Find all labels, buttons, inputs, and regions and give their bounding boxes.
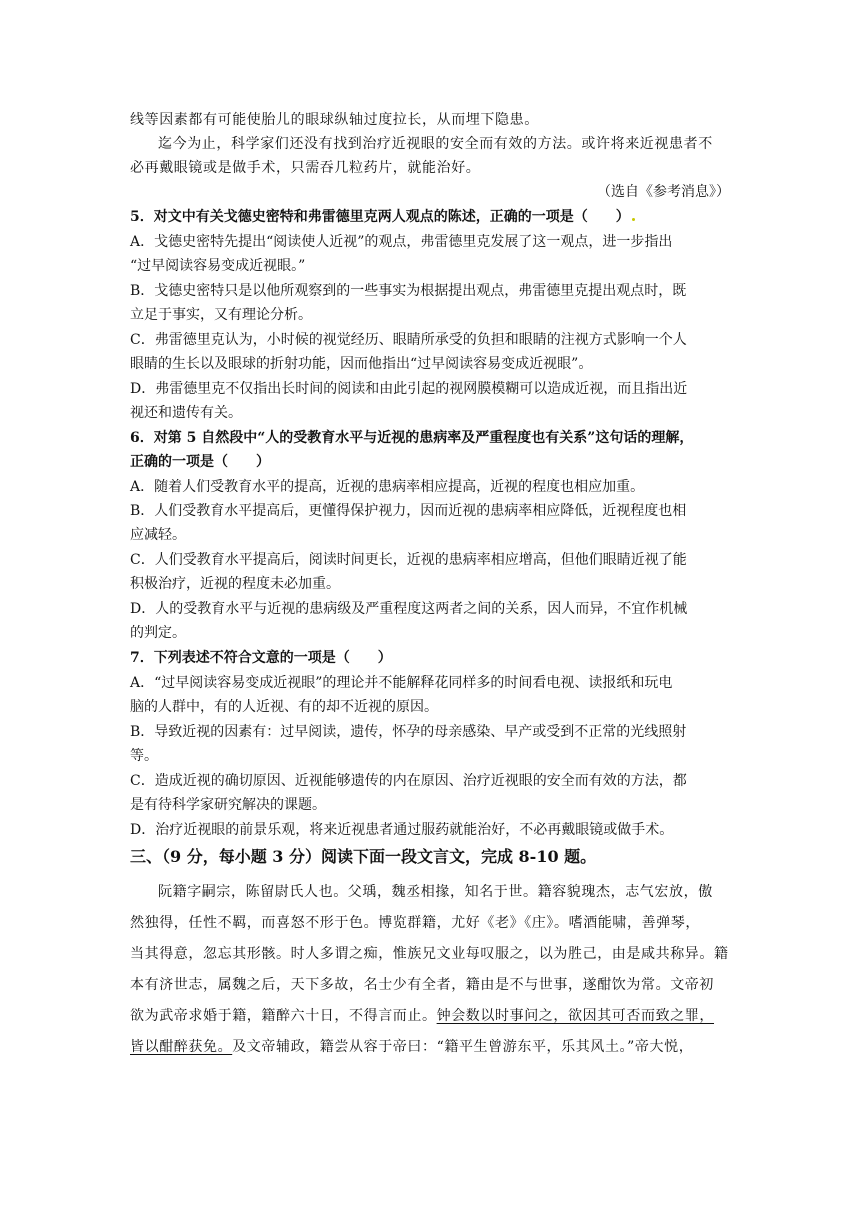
- underlined-sentence: 钟会数以时事问之，欲因其可否而致之罪，: [436, 1008, 715, 1024]
- q5-option-d-cont: 视还和遗传有关。: [130, 405, 242, 421]
- section-3-heading: 三、（9 分，每小题 3 分）阅读下面一段文言文，完成 8-10 题。: [130, 847, 597, 866]
- q6-option-b-cont: 应减轻。: [130, 527, 186, 543]
- question-5-stem: 5．对文中有关戈德史密特和弗雷德里克两人观点的陈述，正确的一项是（ ）: [130, 205, 730, 229]
- q7-option-a: A．“过早阅读容易变成近视眼”的理论并不能解释花同样多的时间看电视、读报纸和玩电: [130, 675, 673, 691]
- q7-option-b-cont: 等。: [130, 748, 158, 764]
- q7-option-c: C．造成近视的确切原因、近视能够遗传的内在原因、治疗近视眼的安全而有效的方法，都: [130, 773, 687, 789]
- q5-option-b-cont: 立足于事实，又有理论分析。: [130, 307, 312, 323]
- passage-line: 迄今为止，科学家们还没有找到治疗近视眼的安全而有效的方法。或许将来近视患者不: [158, 136, 713, 152]
- q7-option-b: B．导致近视的因素有：过早阅读，遗传，怀孕的母亲感染、早产或受到不正常的光线照射: [130, 724, 687, 740]
- q6-option-d: D．人的受教育水平与近视的患病级及严重程度这两者之间的关系，因人而异，不宜作机械: [130, 601, 688, 617]
- classical-line: 然独得，任性不羁，而喜怒不形于色。博览群籍，尤好《老》《庄》。嗜酒能啸，善弹琴，: [130, 915, 700, 931]
- q6-option-a: A．随着人们受教育水平的提高，近视的患病率相应提高，近视的程度也相应加重。: [130, 479, 645, 495]
- q6-option-c: C．人们受教育水平提高后，阅读时间更长，近视的患病率相应增高，但他们眼睛近视了能: [130, 552, 687, 568]
- passage-line: 必再戴眼镜或是做手术，只需吞几粒药片，就能治好。: [130, 160, 481, 176]
- q5-option-c: C．弗雷德里克认为，小时候的视觉经历、眼睛所承受的负担和眼睛的注视方式影响一个人: [130, 332, 687, 348]
- question-6-stem-cont: 正确的一项是（ ）: [130, 454, 270, 470]
- q5-option-c-cont: 眼睛的生长以及眼球的折射功能，因而他指出“过早阅读容易变成近视眼”。: [130, 356, 593, 372]
- classical-line: 欲为武帝求婚于籍，籍醉六十日，不得言而止。钟会数以时事问之，欲因其可否而致之罪，: [130, 1008, 715, 1024]
- q5-option-b: B．戈德史密特只是以他所观察到的一些事实为根据提出观点，弗雷德里克提出观点时，既: [130, 283, 687, 299]
- q6-option-d-cont: 的判定。: [130, 625, 186, 641]
- underlined-sentence-cont: 皆以酣醉获免。: [130, 1039, 233, 1055]
- q7-option-c-cont: 是有待科学家研究解决的课题。: [130, 797, 326, 813]
- q7-option-a-cont: 脑的人群中，有的人近视、有的却不近视的原因。: [130, 699, 438, 715]
- q6-option-c-cont: 积极治疗，近视的程度未必加重。: [130, 576, 340, 592]
- passage-source: （选自《参考消息》）: [597, 184, 730, 200]
- classical-line: 当其得意，忽忘其形骸。时人多谓之痴，惟族兄文业每叹服之，以为胜己，由是咸共称异。籍: [130, 946, 729, 962]
- classical-line: 阮籍字嗣宗，陈留尉氏人也。父瑀，魏丞相掾，知名于世。籍容貌瑰杰，志气宏放，傲: [158, 884, 713, 900]
- classical-line: 皆以酣醉获免。及文帝辅政，籍尝从容于帝曰：“籍平生曾游东平，乐其风土。”帝大悦，: [130, 1039, 694, 1055]
- mark-dot: [632, 218, 635, 221]
- q5-option-a-cont: “过早阅读容易变成近视眼。”: [130, 258, 306, 274]
- question-6-stem: 6．对第 5 自然段中“人的受教育水平与近视的患病率及严重程度也有关系”这句话的理解，: [130, 430, 694, 446]
- classical-line: 本有济世志，属魏之后，天下多故，名士少有全者，籍由是不与世事，遂酣饮为常。文帝初: [130, 977, 714, 993]
- question-7-stem: 7．下列表述不符合文意的一项是（ ）: [130, 650, 392, 666]
- q5-option-a: A．戈德史密特先提出“阅读使人近视”的观点，弗雷德里克发展了这一观点，进一步指出: [130, 234, 673, 250]
- passage-line: 线等因素都有可能使胎儿的眼球纵轴过度拉长，从而埋下隐患。: [130, 112, 539, 128]
- q5-option-d: D．弗雷德里克不仅指出长时间的阅读和由此引起的视网膜模糊可以造成近视，而且指出近: [130, 381, 688, 397]
- q7-option-d: D．治疗近视眼的前景乐观，将来近视患者通过服药就能治好，不必再戴眼镜或做手术。: [130, 822, 674, 838]
- q6-option-b: B．人们受教育水平提高后，更懂得保护视力，因而近视的患病率相应降低，近视程度也相: [130, 503, 687, 519]
